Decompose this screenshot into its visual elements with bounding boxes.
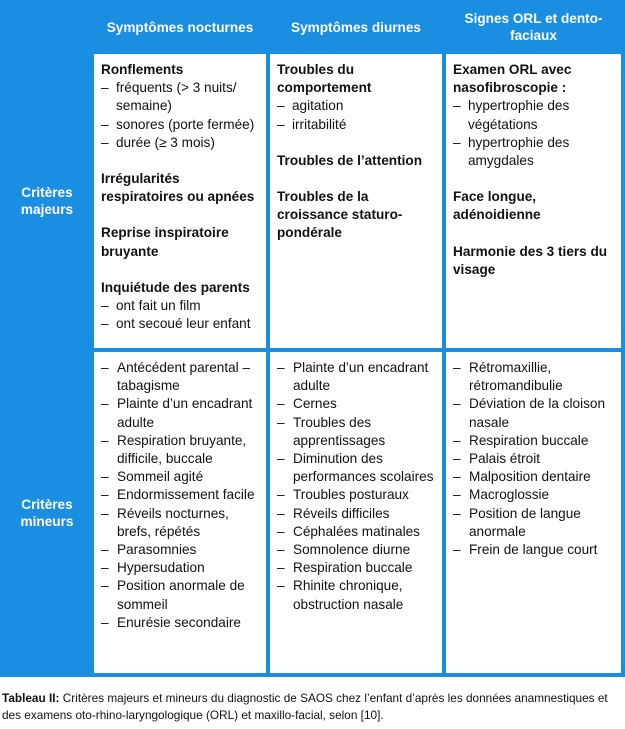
list-item: – Enurésie secondaire bbox=[101, 614, 260, 632]
list-examen bbox=[453, 97, 615, 170]
row-header-major: Critères majeurs bbox=[20, 185, 74, 217]
list-item: – ont fait un film bbox=[101, 297, 260, 315]
cell-minor-nocturnal bbox=[94, 352, 266, 673]
list-item: – Respiration buccale bbox=[277, 559, 436, 577]
list-item: – Plainte d’un encadrant adulte bbox=[277, 359, 436, 395]
heading-irregularites: Irrégularités respiratoires ou apnées bbox=[101, 171, 255, 205]
cell-minor-diurnal bbox=[270, 352, 442, 673]
list-item: – Cernes bbox=[277, 395, 436, 413]
list-item: – Rhinite chronique, obstruction nasale bbox=[277, 577, 436, 613]
list-minor-orl bbox=[453, 359, 615, 559]
list-item: – Malposition dentaire bbox=[453, 468, 615, 486]
heading-croissance: Troubles de la croissance staturo-pondérale bbox=[277, 189, 403, 241]
list-item: – Position anormale de sommeil bbox=[101, 577, 260, 613]
list-item: – Déviation de la cloison nasale bbox=[453, 395, 615, 431]
list-item: – Respiration buccale bbox=[453, 432, 615, 450]
list-item: – irritabilité bbox=[277, 116, 436, 134]
list-minor-nocturnal bbox=[101, 359, 260, 632]
heading-face: Face longue, adénoidienne bbox=[453, 189, 541, 223]
list-item: – Palais étroit bbox=[453, 450, 615, 468]
list-item: – Céphalées matinales bbox=[277, 523, 436, 541]
list-item: – Réveils difficiles bbox=[277, 505, 436, 523]
list-item: – Réveils nocturnes, brefs, répétés bbox=[101, 505, 260, 541]
list-comportement bbox=[277, 97, 436, 133]
heading-ronflements: Ronflements bbox=[101, 62, 184, 77]
list-item: – Sommeil agité bbox=[101, 468, 260, 486]
list-item: – Troubles des apprentissages bbox=[277, 414, 436, 450]
header-diurnal: Symptômes diurnes bbox=[291, 19, 421, 35]
list-item: – hypertrophie des végétations bbox=[453, 97, 615, 133]
list-item: – Plainte d’un encadrant adulte bbox=[101, 395, 260, 431]
list-item: – Parasomnies bbox=[101, 541, 260, 559]
cell-major-nocturnal bbox=[94, 54, 266, 348]
list-item: – Diminution des performances scolaires bbox=[277, 450, 436, 486]
list-item: – durée (≥ 3 mois) bbox=[101, 134, 260, 152]
list-item: – Antécédent parental – tabagisme bbox=[101, 359, 260, 395]
header-nocturnal: Symptômes nocturnes bbox=[106, 19, 254, 35]
heading-reprise: Reprise inspiratoire bruyante bbox=[101, 225, 229, 259]
list-item: – sonores (porte fermée) bbox=[101, 116, 260, 134]
list-inquietude bbox=[101, 297, 260, 333]
list-item: – Macroglossie bbox=[453, 486, 615, 504]
cell-minor-orl bbox=[446, 352, 621, 673]
list-item: – Rétromaxillie, rétromandibulie bbox=[453, 359, 615, 395]
heading-comportement: Troubles du comportement bbox=[277, 62, 372, 96]
list-item: – Position de langue anormale bbox=[453, 505, 615, 541]
list-item: – fréquents (> 3 nuits/ semaine) bbox=[101, 79, 260, 115]
list-item: – Somnolence diurne bbox=[277, 541, 436, 559]
list-item: – agitation bbox=[277, 97, 436, 115]
list-ronflements bbox=[101, 79, 260, 152]
heading-inquietude: Inquiétude des parents bbox=[101, 279, 250, 295]
heading-examen: Examen ORL avec nasofibroscopie : bbox=[453, 62, 572, 96]
header-orl: Signes ORL et dento- faciaux bbox=[464, 11, 603, 43]
list-item: – Respiration bruyante, difficile, buccale bbox=[101, 432, 260, 468]
heading-harmonie: Harmonie des 3 tiers du visage bbox=[453, 243, 608, 277]
list-item: – Frein de langue court bbox=[453, 541, 615, 559]
list-item: – ont secoué leur enfant bbox=[101, 315, 260, 333]
list-item: – Hypersudation bbox=[101, 559, 260, 577]
caption-label: Tableau II: bbox=[2, 691, 60, 705]
list-item: – hypertrophie des amygdales bbox=[453, 134, 615, 170]
heading-attention: Troubles de l’attention bbox=[277, 152, 423, 168]
list-item: – Troubles posturaux bbox=[277, 486, 436, 504]
cell-major-orl bbox=[446, 54, 621, 348]
table-caption bbox=[2, 690, 623, 724]
list-minor-diurnal bbox=[277, 359, 436, 614]
caption-text: Critères majeurs et mineurs du diagnostic de SAOS chez l’enfant d’après les données anamnestiques et des examens oto-rhino-laryngologique (ORL) et maxillo-facial, selon [10]. bbox=[2, 691, 608, 722]
row-header-minor: Critères mineurs bbox=[20, 496, 74, 529]
list-item: – Endormissement facile bbox=[101, 486, 260, 504]
cell-major-diurnal bbox=[270, 54, 442, 348]
